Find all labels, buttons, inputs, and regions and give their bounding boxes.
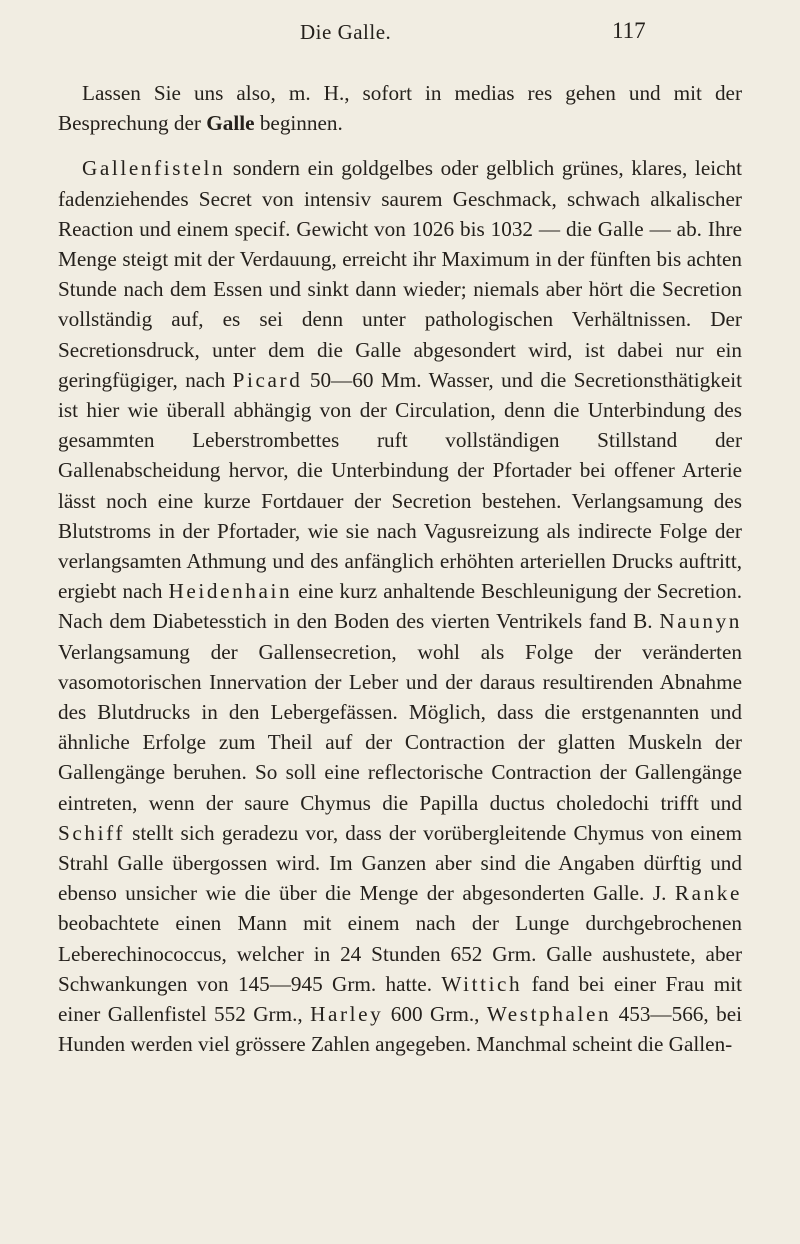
- text-run: Verlangsamung der Gallensecretion, wohl als Folge der veränderten vasomotorischen Innervation der Leber und der daraus resultirenden Abnahme des Blutdrucks in den Lebergefässen. Möglich, dass die erstgenannten und ähnliche Erfolge zum Theil auf der Contraction der glatten Muskeln der Gallengänge beruhen. So soll eine reflectorische Contraction der Gallengänge eintreten, wenn der saure Chymus die Papilla ductus choledochi trifft und: [58, 639, 742, 815]
- author-naunyn: Naunyn: [659, 609, 742, 634]
- text-run: eine kurz anhaltende Beschleunigung der Secretion. Nach dem Diabetesstich in den Boden des vierten Ventrikels fand B.: [58, 579, 742, 634]
- author-wittich: Wittich: [441, 971, 523, 996]
- paragraph-intro: [58, 78, 742, 138]
- keyword-galle: Galle: [206, 111, 255, 136]
- text-run: beginnen.: [254, 111, 343, 136]
- text-run: 50—60 Mm. Wasser, und die Secretionsthätigkeit ist hier wie überall abhängig von der Circulation, denn die Unterbindung des gesammten Leberstrombettes ruft vollständigen Stillstand der Gallenabscheidung hervor, die Unterbindung der Pfortader bei offener Arterie lässt noch eine kurze Fortdauer der Secretion bestehen. Verlangsamung des Blutstroms in der Pfortader, wie sie nach Vagusreizung als indirecte Folge der verlangsamten Athmung und des anfänglich erhöhten arteriellen Drucks auftritt, ergiebt nach: [58, 367, 742, 604]
- author-schiff: Schiff: [58, 820, 125, 845]
- text-run: 600 Grm.,: [383, 1002, 487, 1027]
- author-heidenhain: Heidenhain: [168, 579, 293, 604]
- text-run: beobachtete einen Mann mit einem nach der Lunge durchgebrochenen Leberechinococcus, welcher in 24 Stunden 652 Grm. Galle aushustete, aber Schwankungen von 145—945 Grm. hatte.: [58, 911, 742, 996]
- author-picard: Picard: [232, 367, 303, 392]
- text-run: Lassen Sie uns also, m. H., sofort in medias res gehen und mit der Besprechung der: [58, 81, 742, 136]
- running-head: Die Galle.: [300, 20, 392, 44]
- text-run: sondern ein goldgelbes oder gelblich grünes, klares, leicht fadenziehendes Secret von intensiv saurem Geschmack, schwach alkalischer Reaction und einem specif. Gewicht von 1026 bis 1032 — die Galle — ab. Ihre Menge steigt mit der Verdauung, erreicht ihr Maximum in der fünften bis achten Stunde nach dem Essen und sinkt dann wieder; niemals aber hört die Secretion vollständig auf, es sei denn unter pathologischen Verhältnissen. Der Secretionsdruck, unter dem die Galle abgesondert wird, ist dabei nur ein geringfügiger, nach: [58, 156, 742, 392]
- author-harley: Harley: [310, 1002, 384, 1027]
- author-westphalen: Westphalen: [486, 1002, 612, 1027]
- text-run: 453—566, bei Hunden werden viel grössere Zahlen angegeben. Manchmal scheint die Gallen-: [58, 1002, 742, 1057]
- body-text: [58, 78, 742, 1060]
- keyword-gallenfisteln: Gallenfisteln: [82, 156, 226, 181]
- page-number: 117: [612, 18, 646, 43]
- text-run: fand bei einer Frau mit einer Gallenfistel 552 Grm.,: [58, 971, 742, 1027]
- paragraph-main: [58, 153, 742, 1059]
- text-run: stellt sich geradezu vor, dass der vorübergleitende Chymus von einem Strahl Galle übergossen wird. Im Ganzen aber sind die Angaben dürftig und ebenso unsicher wie die über die Menge der abgesonderten Galle. J.: [58, 820, 742, 906]
- author-ranke: Ranke: [674, 881, 742, 906]
